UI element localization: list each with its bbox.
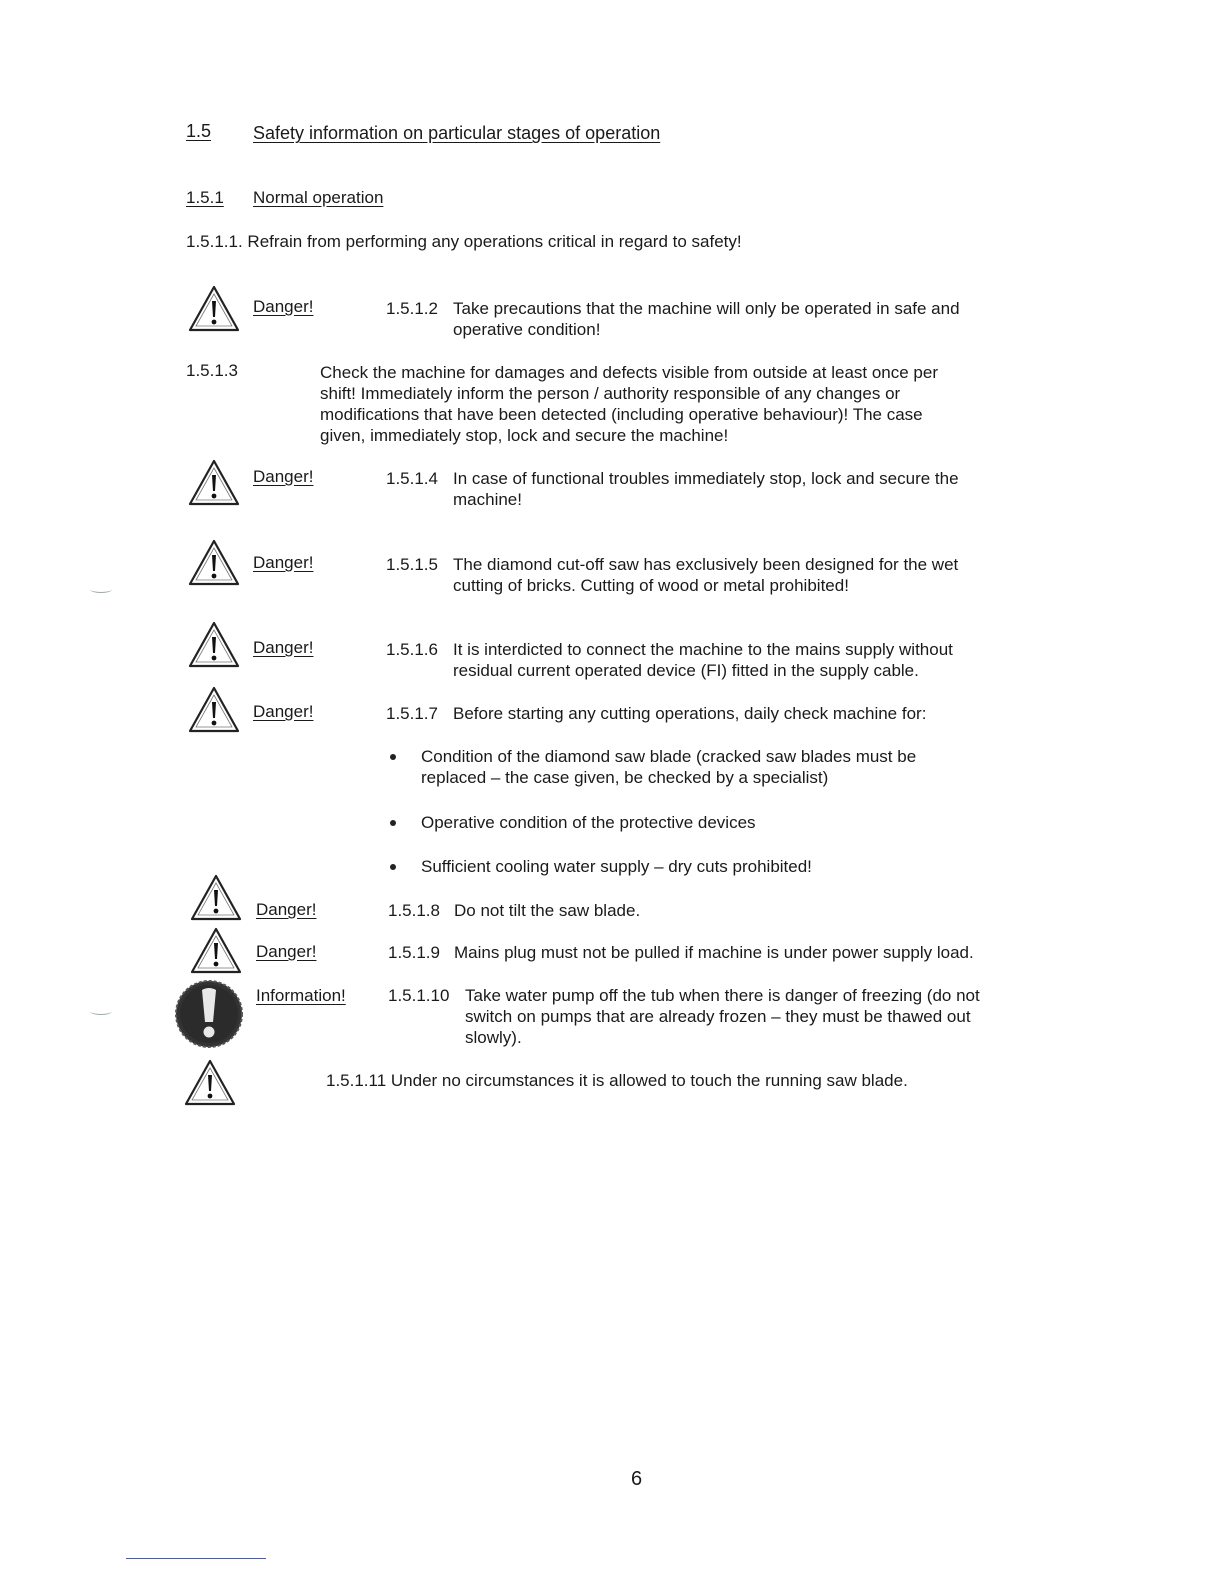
bullet-dot [390,754,396,760]
item-text-1-5-1-2: Take precautions that the machine will only be operated in safe and operative condition! [453,299,960,339]
warning-triangle-icon [186,620,242,670]
item-text-1-5-1-7: Before starting any cutting operations, daily check machine for: [453,704,927,723]
bullet-item: Operative condition of the protective devices [421,813,756,832]
scan-mark [90,586,112,593]
danger-label: Danger! [253,702,314,721]
bullet-dot [390,820,396,826]
subsection-title: Normal operation [253,188,384,207]
item-text-1-5-1-6: It is interdicted to connect the machine to the mains supply without residual current operated device (FI) fitted in the supply cable. [453,640,953,680]
item-text-1-5-1-8: Do not tilt the saw blade. [454,901,641,920]
item-number-1-5-1-9: 1.5.1.9 [388,943,440,962]
warning-triangle-icon [188,873,244,923]
danger-label: Danger! [256,900,317,919]
item-number-1-5-1-4: 1.5.1.4 [386,469,438,488]
warning-triangle-icon [186,685,242,735]
item-number-1-5-1-7: 1.5.1.7 [386,704,438,723]
section-number: 1.5 [186,121,212,141]
warning-triangle-icon [188,926,244,976]
item-number-1-5-1-5: 1.5.1.5 [386,555,438,574]
danger-label: Danger! [253,553,314,572]
page-number: 6 [631,1468,643,1490]
item-text-1-5-1-5: The diamond cut-off saw has exclusively been designed for the wet cutting of bricks. Cutting of wood or metal prohibited! [453,555,959,595]
subsection-number: 1.5.1 [186,188,224,207]
warning-triangle-icon [186,458,242,508]
information-label: Information! [256,986,346,1005]
item-number-1-5-1-3: 1.5.1.3 [186,361,238,380]
exclamation-circle-icon [174,978,244,1050]
item-text-1-5-1-9: Mains plug must not be pulled if machine is under power supply load. [454,943,974,962]
item-text-1-5-1-10: Take water pump off the tub when there is danger of freezing (do not switch on pumps that are already frozen – they must be thawed out slowly). [465,986,980,1047]
bullet-dot [390,864,396,870]
item-text-1-5-1-3: Check the machine for damages and defects visible from outside at least once per shift! Immediately inform the person / authority responsible of any changes or modifications that have been detected (including operative behaviour)! The case given, immediately stop, lock and secure the machine! [320,363,939,445]
item-number-1-5-1-10: 1.5.1.10 [388,986,450,1005]
paragraph-1-5-1-1: 1.5.1.1. Refrain from performing any operations critical in regard to safety! [186,232,742,251]
warning-triangle-icon [186,284,242,334]
bullet-item: Condition of the diamond saw blade (cracked saw blades must be replaced – the case given, be checked by a specialist) [421,747,917,787]
item-text-1-5-1-11: 1.5.1.11 Under no circumstances it is allowed to touch the running saw blade. [326,1071,908,1090]
danger-label: Danger! [253,467,314,486]
item-text-1-5-1-4: In case of functional troubles immediately stop, lock and secure the machine! [453,469,959,509]
footer-rule [126,1558,266,1559]
item-number-1-5-1-2: 1.5.1.2 [386,299,438,318]
warning-triangle-icon [186,538,242,588]
danger-label: Danger! [253,297,314,316]
bullet-item: Sufficient cooling water supply – dry cuts prohibited! [421,857,812,876]
section-title: Safety information on particular stages of operation [253,123,661,143]
danger-label: Danger! [253,638,314,657]
item-number-1-5-1-8: 1.5.1.8 [388,901,440,920]
warning-triangle-icon [182,1058,238,1110]
scan-mark [90,1008,112,1015]
item-number-1-5-1-6: 1.5.1.6 [386,640,438,659]
danger-label: Danger! [256,942,317,961]
